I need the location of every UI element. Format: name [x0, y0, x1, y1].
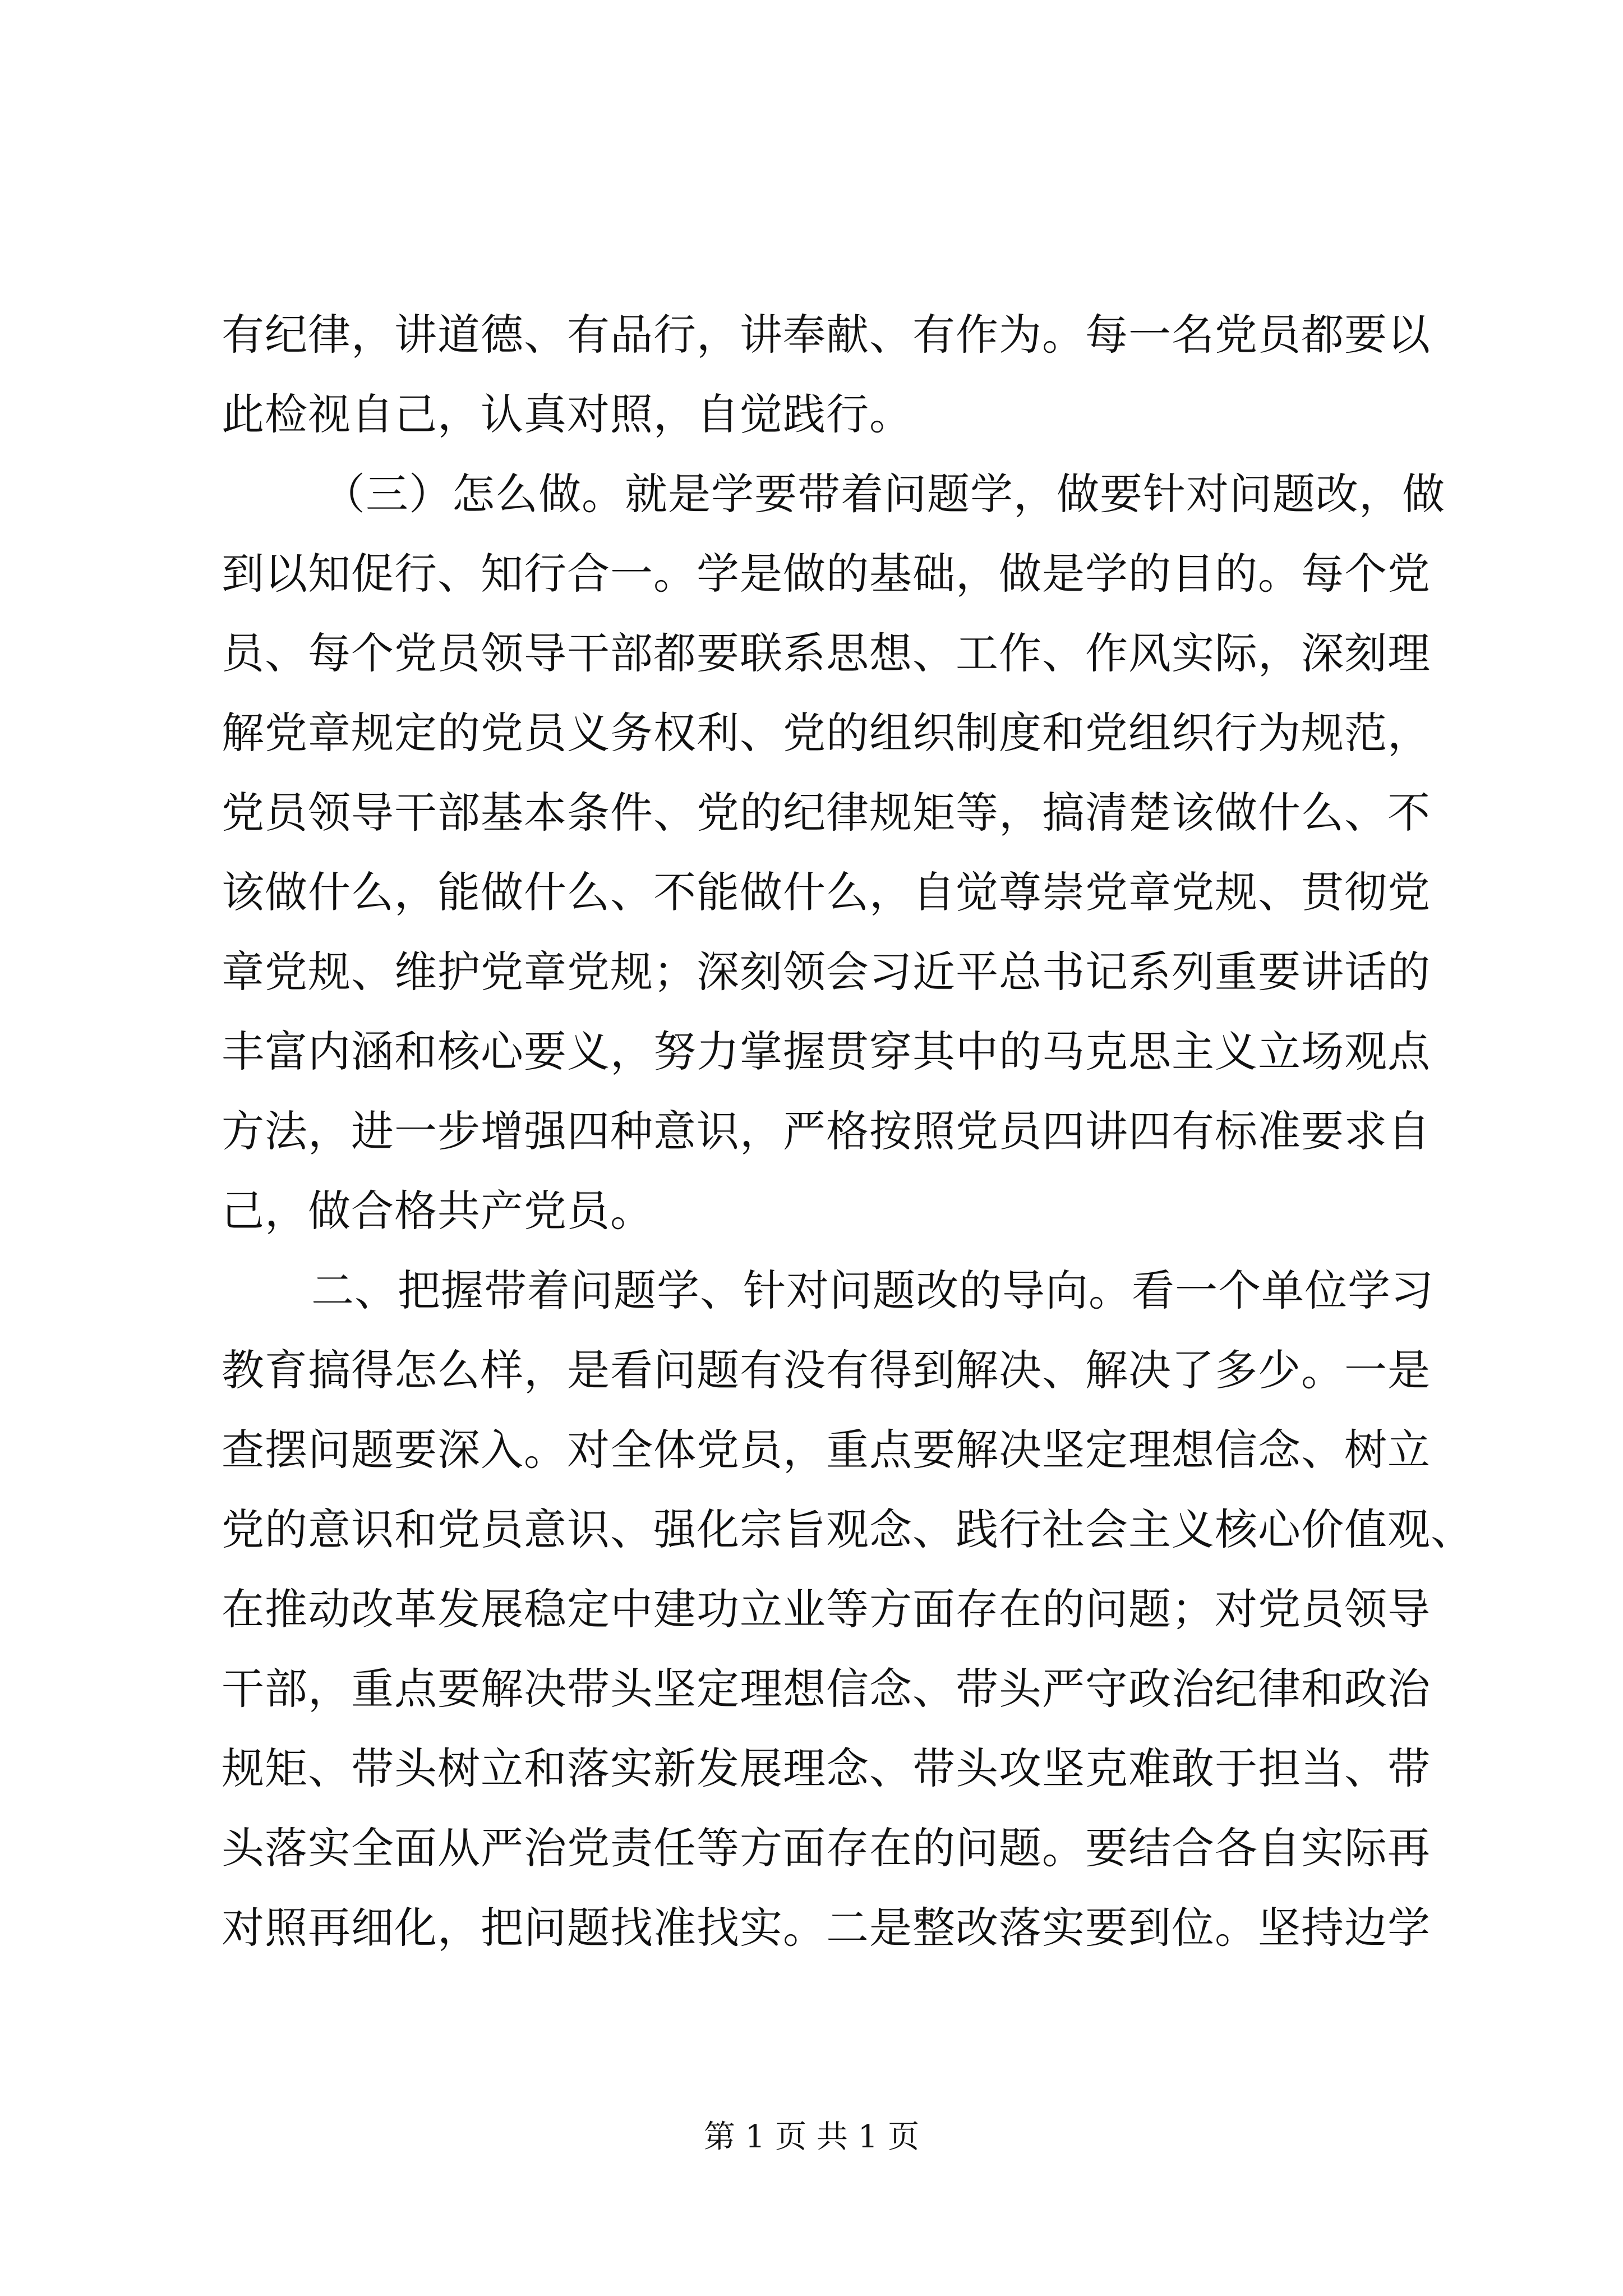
document-body — [222, 295, 1474, 1968]
text-line: 党员领导干部基本条件、党的纪律规矩等，搞清楚该做什么、不 — [222, 788, 1431, 838]
page-number-footer: 第 1 页 共 1 页 — [703, 2119, 920, 2155]
text-line: 在推动改革发展稳定中建功立业等方面存在的问题；对党员领导 — [222, 1584, 1431, 1634]
text-line: 党的意识和党员意识、强化宗旨观念、践行社会主义核心价值观、 — [222, 1504, 1474, 1554]
text-line: 二、把握带着问题学、针对问题改的导向。看一个单位学习 — [311, 1266, 1434, 1315]
text-line: 查摆问题要深入。对全体党员，重点要解决坚定理想信念、树立 — [222, 1425, 1431, 1475]
text-line: 有纪律，讲道德、有品行，讲奉献、有作为。每一名党员都要以 — [222, 310, 1431, 360]
text-line: 头落实全面从严治党责任等方面存在的问题。要结合各自实际再 — [222, 1823, 1431, 1873]
text-line: 对照再细化，把问题找准找实。二是整改落实要到位。坚持边学 — [222, 1903, 1431, 1953]
text-line: 员、每个党员领导干部都要联系思想、工作、作风实际，深刻理 — [222, 628, 1431, 678]
text-line: 该做什么，能做什么、不能做什么，自觉尊崇党章党规、贯彻党 — [222, 867, 1431, 917]
text-line: 己，做合格共产党员。 — [222, 1186, 653, 1236]
text-line: 章党规、维护党章党规；深刻领会习近平总书记系列重要讲话的 — [222, 947, 1431, 997]
text-line: （三）怎么做。就是学要带着问题学，做要针对问题改，做 — [322, 469, 1445, 519]
text-line: 到以知促行、知行合一。学是做的基础，做是学的目的。每个党 — [222, 549, 1431, 599]
text-line: 规矩、带头树立和落实新发展理念、带头攻坚克难敢于担当、带 — [222, 1743, 1431, 1793]
text-line: 解党章规定的党员义务权利、党的组织制度和党组织行为规范， — [222, 708, 1431, 758]
text-line: 方法，进一步增强四种意识，严格按照党员四讲四有标准要求自 — [222, 1106, 1431, 1156]
text-line: 干部，重点要解决带头坚定理想信念、带头严守政治纪律和政治 — [222, 1664, 1431, 1714]
text-line: 教育搞得怎么样，是看问题有没有得到解决、解决了多少。一是 — [222, 1345, 1431, 1395]
text-line: 丰富内涵和核心要义，努力掌握贯穿其中的马克思主义立场观点 — [222, 1027, 1431, 1076]
text-line: 此检视自己，认真对照，自觉践行。 — [222, 389, 912, 439]
